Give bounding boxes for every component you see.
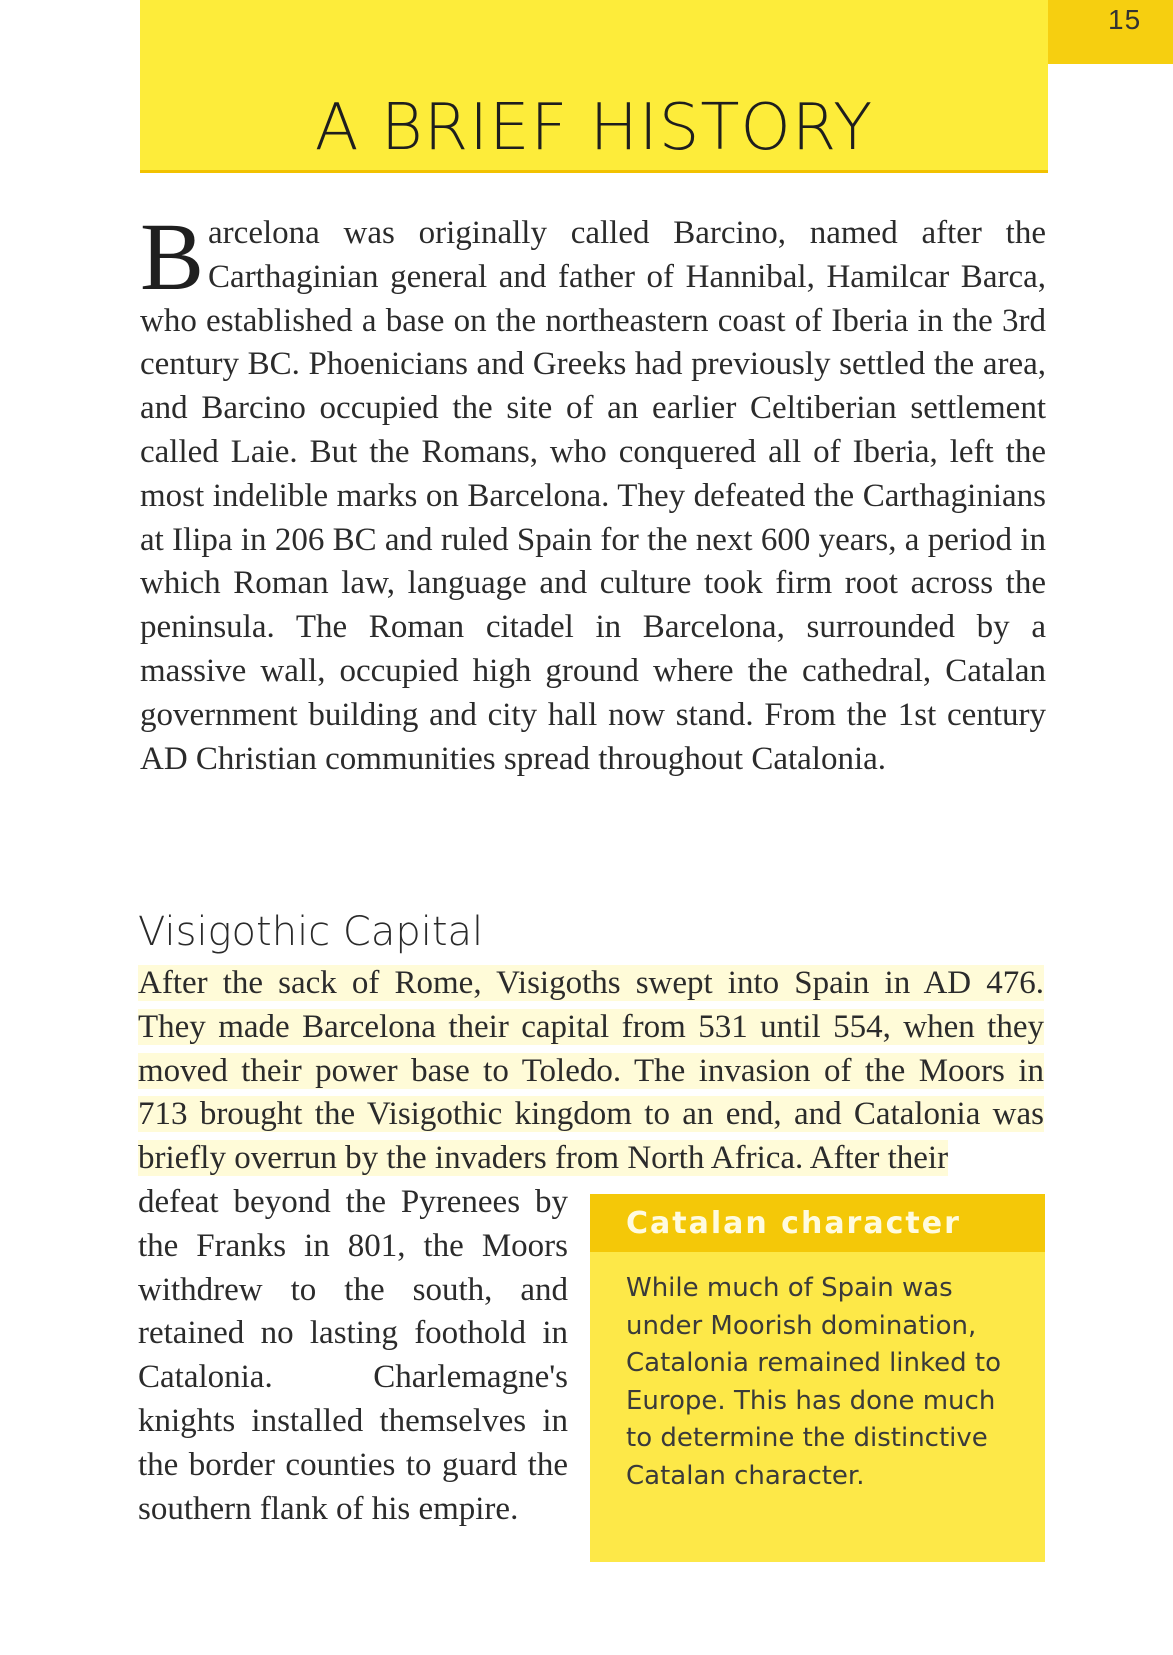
sidebar-header [590, 1194, 1045, 1252]
sidebar-box [590, 1194, 1045, 1562]
intro-paragraph [140, 203, 1046, 781]
section-paragraph-narrow: defeat beyond the Pyrenees by the Franks in 801, the Moors withdrew to the south, and retained no lasting foothold in Catalonia. Charlemagne's knights installed themselves in the border counties to guard the southern flank of his empire. [138, 1184, 568, 1527]
intro-paragraph-text: arcelona was originally called Barcino, named after the Carthaginian general and father of Hannibal, Hamilcar Barca, who established a base on the northeastern coast of Iberia in the 3rd century BC. Phoenicians and Greeks had previously settled the area, and Barcino occupied the site of an earlier Celtiberian settlement called Laie. But the Romans, who conquered all of Iberia, left the most indelible marks on Barcelona. They defeated the Carthaginians at Ilipa in 206 BC and ruled Spain for the next 600 years, a period in which Roman law, language and culture took firm root across the peninsula. The Roman citadel in Barcelona, surrounded by a massive wall, occupied high ground where the cathedral, Catalan government building and city hall now stand. From the 1st century AD Christian communities spread throughout Catalonia. [140, 215, 1046, 777]
section-paragraph-full-text: After the sack of Rome, Visigoths swept into Spain in AD 476. They made Barcelona their capital from 531 until 554, when they moved their power base to Toledo. The invasion of the Moors in 713 brought the Visigothic kingdom to an end, and Catalonia was briefly overrun by the invaders from North Africa. After their [138, 965, 1044, 1177]
drop-cap: B [140, 203, 205, 310]
sidebar-text: While much of Spain was under Moorish domination, Catalonia remained linked to Europe. This has done much to determine the distinctive Catalan character. [626, 1273, 1002, 1491]
title-band [140, 0, 1048, 173]
page-number: 15 [1108, 4, 1142, 35]
page-title: A BRIEF HISTORY [314, 91, 874, 165]
sidebar-title: Catalan character [626, 1206, 961, 1241]
section-heading: Visigothic Capital [138, 909, 484, 955]
section-paragraph-full [138, 962, 1044, 1181]
